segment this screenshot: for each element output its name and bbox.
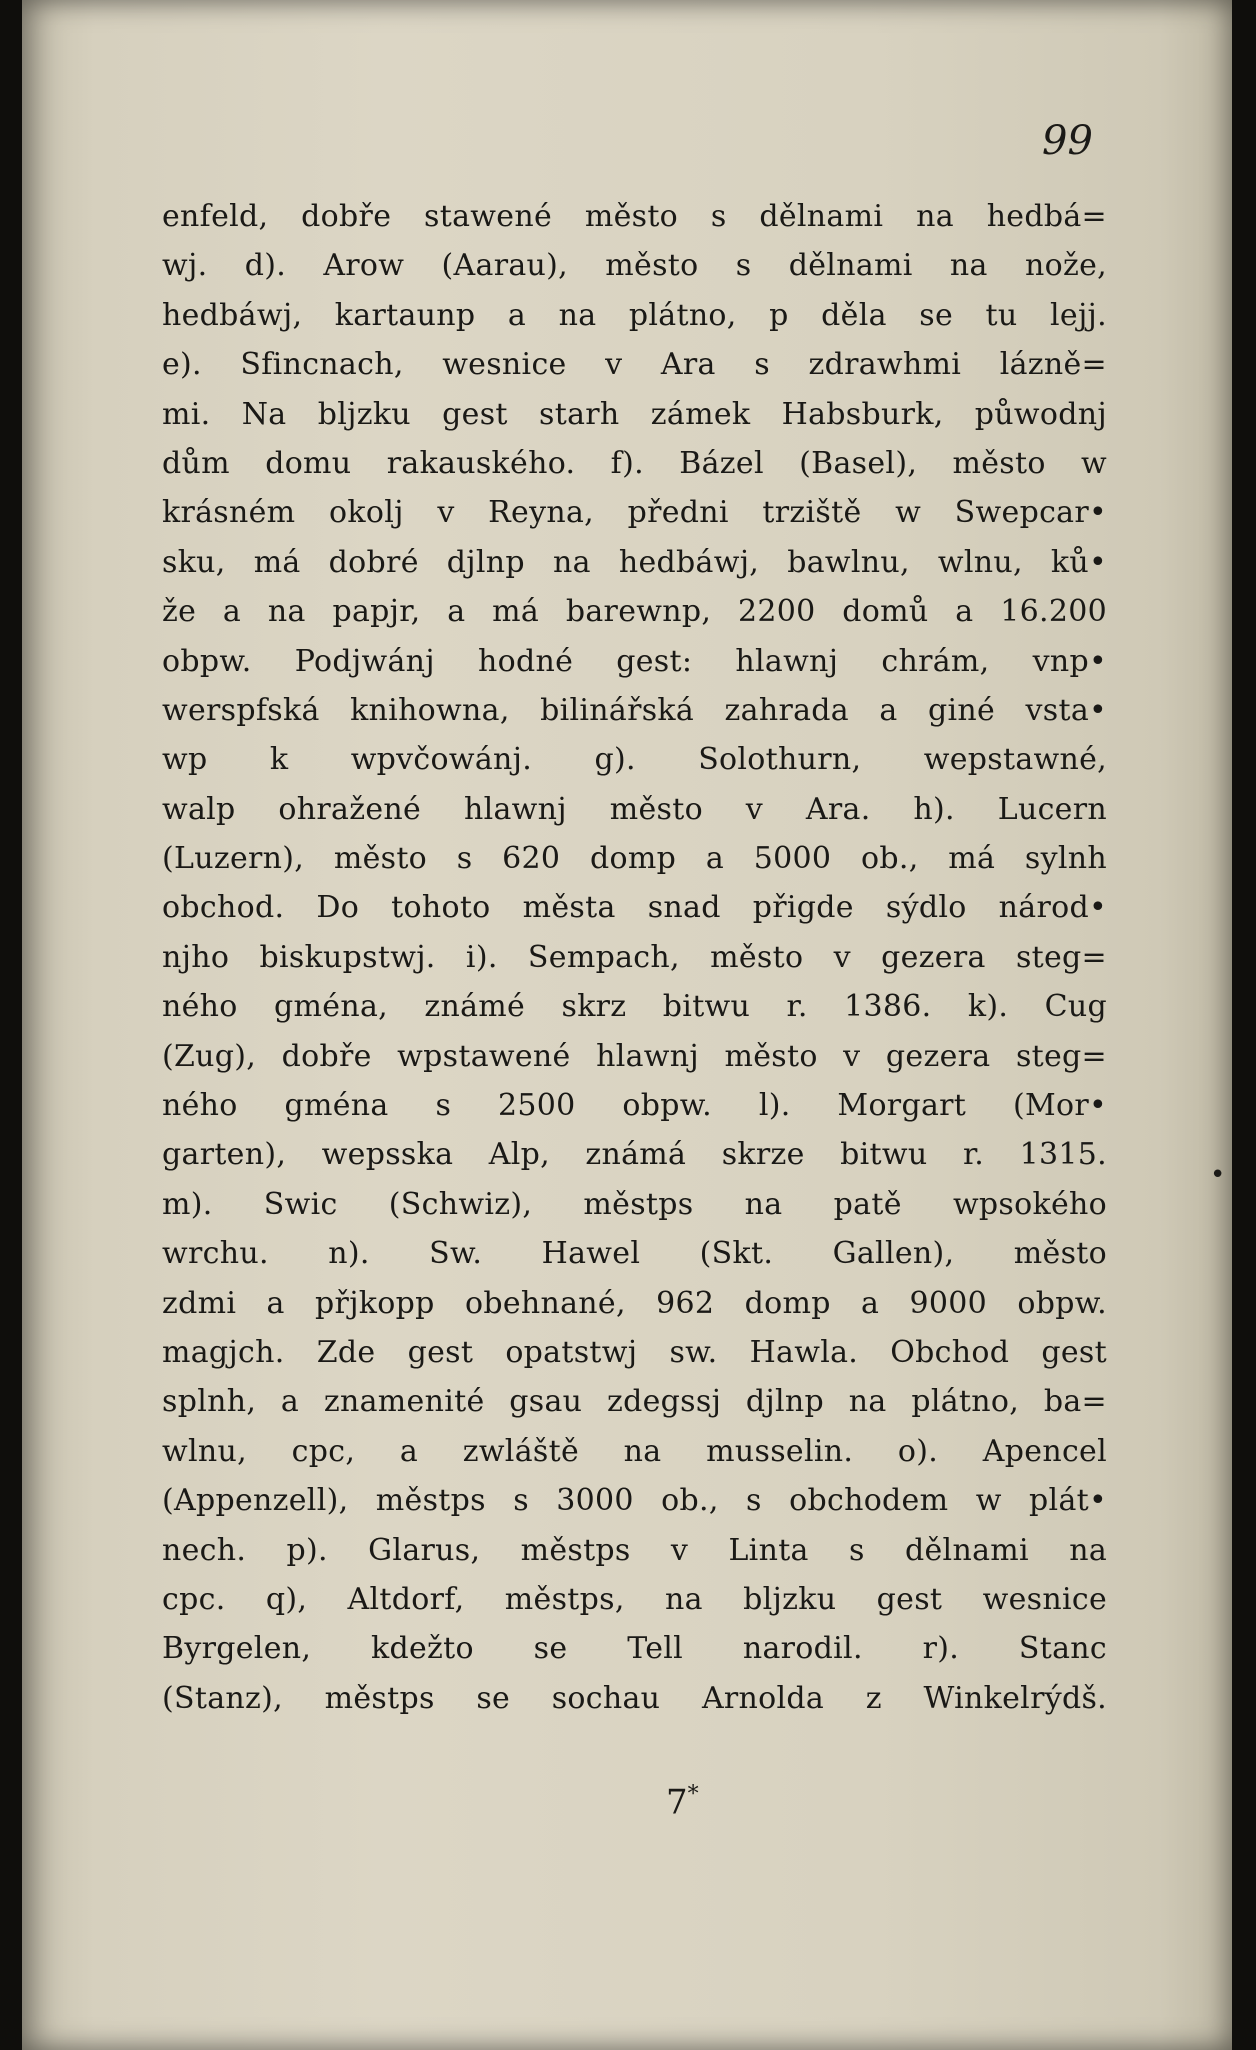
text-line: wlnu, cpc, a zwláště na musselin. o). Apencel (162, 1433, 1107, 1469)
text-line: ného gména, známé skrz bitwu r. 1386. k). Cug (162, 989, 1107, 1025)
margin-dot: • (1210, 1160, 1226, 1190)
text-line: obchod. Do tohoto města snad přigde sýdlo národ• (162, 890, 1107, 926)
text-line: dům domu rakauského. f). Bázel (Basel), město w (162, 445, 1107, 481)
text-line: že a na papjr, a má barewnp, 2200 domů a 16.200 (162, 594, 1107, 630)
book-page (22, 0, 1232, 2050)
text-line: m). Swic (Schwiz), městps na patě wpsokého (162, 1186, 1107, 1222)
signature-number: 7 (666, 1782, 688, 1823)
text-line: werspfská knihowna, bilinářská zahrada a giné vsta• (162, 692, 1107, 728)
text-line: nech. p). Glarus, městps v Linta s dělnami na (162, 1532, 1107, 1568)
text-line: Byrgelen, kdežto se Tell narodil. r). Stanc (162, 1631, 1107, 1667)
body-text (162, 192, 1107, 1723)
text-line: e). Sfincnach, wesnice v Ara s zdrawhmi lázně= (162, 347, 1107, 383)
text-line: zdmi a přjkopp obehnané, 962 domp a 9000 obpw. (162, 1285, 1107, 1321)
text-line: (Appenzell), městps s 3000 ob., s obchodem w plát• (162, 1483, 1107, 1519)
text-line: (Luzern), město s 620 domp a 5000 ob., má sylnh (162, 841, 1107, 877)
signature-star: * (687, 1782, 699, 1807)
text-line: mi. Na bljzku gest starh zámek Habsburk, půwodnj (162, 396, 1107, 432)
text-line: krásném okolj v Reyna, předni trziště w Swepcar• (162, 495, 1107, 531)
text-line: walp ohražené hlawnj město v Ara. h). Lucern (162, 791, 1107, 827)
text-line: obpw. Podjwánj hodné gest: hlawnj chrám, vnp• (162, 643, 1107, 679)
text-line: splnh, a znamenité gsau zdegssj djlnp na plátno, ba= (162, 1384, 1107, 1420)
text-line: sku, má dobré djlnp na hedbáwj, bawlnu, wlnu, ků• (162, 544, 1107, 580)
text-line: wrchu. n). Sw. Hawel (Skt. Gallen), město (162, 1236, 1107, 1272)
page-number: 99 (1042, 118, 1093, 164)
text-line: cpc. q), Altdorf, městps, na bljzku gest wesnice (162, 1581, 1107, 1617)
text-line: magjch. Zde gest opatstwj sw. Hawla. Obchod gest (162, 1334, 1107, 1370)
text-line: (Zug), dobře wpstawené hlawnj město v gezera steg= (162, 1038, 1107, 1074)
text-line: wp k wpvčowánj. g). Solothurn, wepstawné, (162, 742, 1107, 778)
text-line: hedbáwj, kartaunp a na plátno, p děla se tu lejj. (162, 297, 1107, 333)
text-line: enfeld, dobře stawené město s dělnami na hedbá= (162, 199, 1107, 234)
text-line: wj. d). Arow (Aarau), město s dělnami na nože, (162, 248, 1107, 284)
signature-mark (666, 1782, 699, 1822)
text-line: ného gména s 2500 obpw. l). Morgart (Mor• (162, 1088, 1107, 1124)
text-line: njho biskupstwj. i). Sempach, město v gezera steg= (162, 939, 1107, 975)
text-line: garten), wepsska Alp, známá skrze bitwu r. 1315. (162, 1137, 1107, 1173)
text-line: (Stanz), městps se sochau Arnolda z Winkelrýdš. (162, 1680, 1107, 1716)
